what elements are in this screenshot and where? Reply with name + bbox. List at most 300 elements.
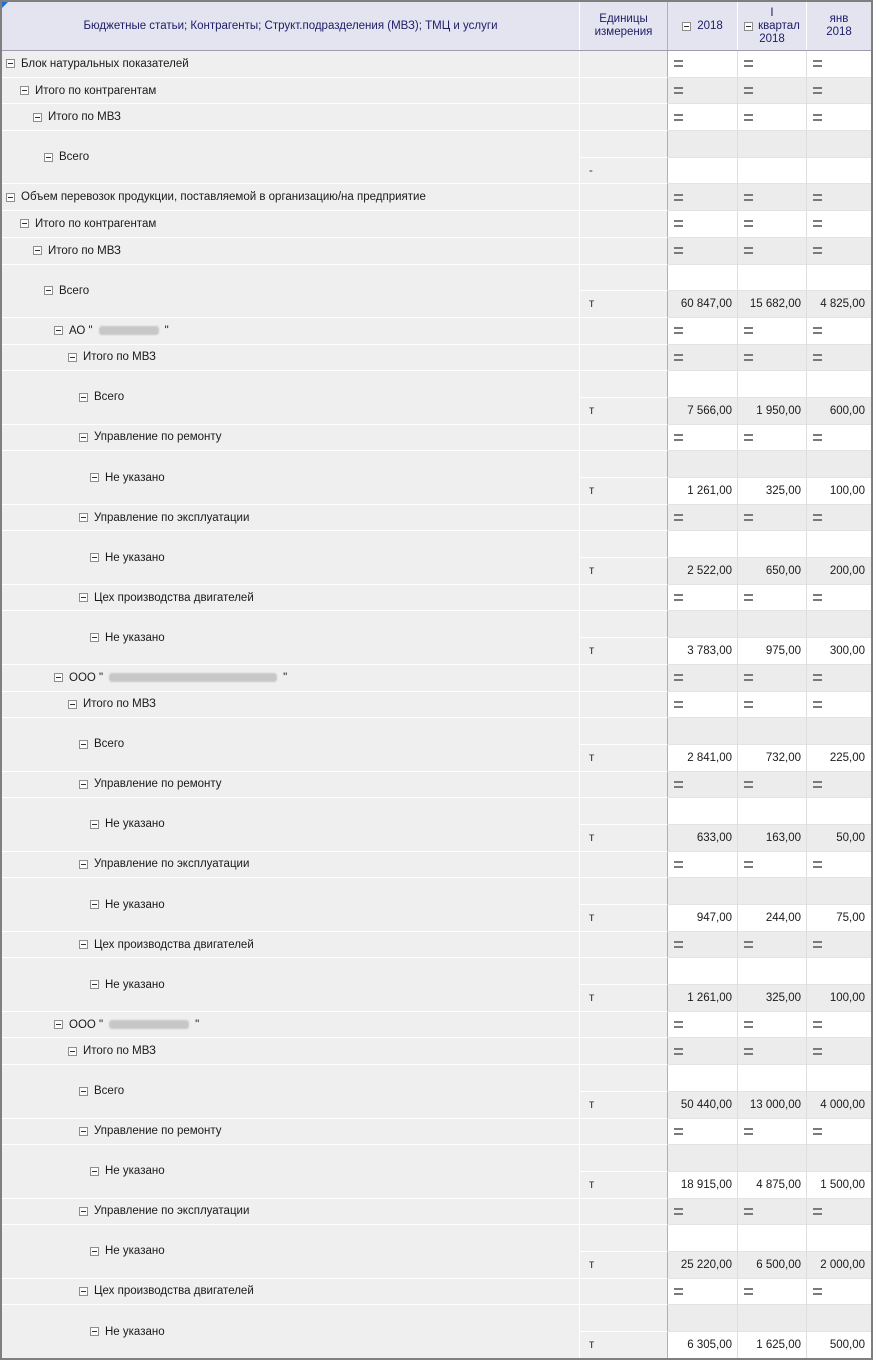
data-cell — [737, 104, 807, 131]
row-label: Управление по ремонту — [94, 1125, 222, 1138]
value-cell[interactable]: 4 875,00 — [737, 1172, 807, 1199]
collapse-icon[interactable] — [54, 673, 63, 682]
drilldown-icon[interactable] — [813, 327, 822, 334]
drilldown-icon[interactable] — [744, 701, 753, 708]
data-cell — [737, 692, 807, 719]
row-label-cell[interactable] — [2, 1199, 580, 1226]
data-cell — [737, 505, 807, 532]
table-row — [2, 318, 871, 345]
header-month-year: 2018 — [826, 26, 852, 38]
units-cell: т — [580, 1172, 668, 1199]
row-label: Всего — [94, 1085, 125, 1098]
table-row — [2, 878, 871, 931]
collapse-icon[interactable] — [44, 286, 53, 295]
collapse-icon[interactable] — [90, 633, 99, 642]
drilldown-icon[interactable] — [674, 434, 683, 441]
row-label-cell[interactable] — [2, 238, 580, 265]
data-cell — [737, 318, 807, 345]
value-cell[interactable]: 2 522,00 — [668, 558, 738, 585]
row-label-cell[interactable] — [2, 184, 580, 211]
collapse-icon[interactable] — [90, 473, 99, 482]
table-row — [2, 1279, 871, 1306]
value-cell[interactable]: 6 305,00 — [668, 1332, 738, 1359]
collapse-icon[interactable] — [79, 433, 88, 442]
data-cell — [737, 878, 807, 905]
value-cell[interactable]: 1 261,00 — [668, 478, 738, 505]
data-cell — [737, 932, 807, 959]
value-cell[interactable]: 50 440,00 — [668, 1092, 738, 1119]
row-label-suffix: " — [283, 671, 288, 684]
drilldown-icon[interactable] — [813, 1021, 822, 1028]
data-cell — [806, 878, 871, 905]
data-cell — [737, 1279, 807, 1306]
drilldown-icon[interactable] — [744, 594, 753, 601]
table-row — [2, 345, 871, 372]
row-label-cell[interactable] — [2, 531, 580, 584]
drilldown-icon[interactable] — [813, 247, 822, 254]
row-label-suffix: " — [164, 324, 169, 337]
collapse-icon[interactable] — [90, 1327, 99, 1336]
data-cell — [668, 958, 738, 985]
drilldown-icon[interactable] — [813, 220, 822, 227]
data-cell — [806, 104, 871, 131]
corner-selection-triangle — [0, 0, 10, 10]
drilldown-icon[interactable] — [744, 60, 753, 67]
drilldown-icon[interactable] — [674, 114, 683, 121]
row-label-cell[interactable] — [2, 1065, 580, 1118]
row-label: Блок натуральных показателей — [21, 57, 189, 70]
drilldown-icon[interactable] — [813, 1128, 822, 1135]
row-label-cell[interactable] — [2, 345, 580, 372]
units-cell: т — [580, 985, 668, 1012]
data-cell — [737, 665, 807, 692]
data-cell — [737, 451, 807, 478]
row-label: АО " — [69, 324, 93, 337]
drilldown-icon[interactable] — [674, 781, 683, 788]
value-cell[interactable]: 2 841,00 — [668, 745, 738, 772]
data-cell — [668, 265, 738, 292]
collapse-icon[interactable] — [90, 820, 99, 829]
data-cell — [737, 425, 807, 452]
data-cell — [668, 932, 738, 959]
units-cell — [580, 798, 668, 825]
collapse-icon[interactable] — [79, 1287, 88, 1296]
collapse-icon[interactable] — [90, 553, 99, 562]
drilldown-icon[interactable] — [674, 1128, 683, 1135]
data-cell — [737, 798, 807, 825]
value-cell[interactable]: 633,00 — [668, 825, 738, 852]
value-cell[interactable]: 947,00 — [668, 905, 738, 932]
drilldown-icon[interactable] — [744, 1048, 753, 1055]
row-label: Всего — [94, 738, 125, 751]
row-label: Всего — [59, 151, 90, 164]
row-label-cell[interactable] — [2, 505, 580, 532]
drilldown-icon[interactable] — [674, 1288, 683, 1295]
drilldown-icon[interactable] — [674, 1021, 683, 1028]
table-row — [2, 798, 871, 851]
units-cell — [580, 958, 668, 985]
drilldown-icon[interactable] — [674, 327, 683, 334]
row-label: Не указано — [105, 898, 165, 911]
value-cell[interactable]: 3 783,00 — [668, 638, 738, 665]
data-cell — [737, 852, 807, 879]
value-cell[interactable]: 200,00 — [806, 558, 871, 585]
row-label-cell[interactable] — [2, 1279, 580, 1306]
drilldown-icon[interactable] — [674, 87, 683, 94]
drilldown-icon[interactable] — [674, 1208, 683, 1215]
drilldown-icon[interactable] — [744, 861, 753, 868]
collapse-icon[interactable] — [682, 22, 691, 31]
value-cell[interactable]: 1 950,00 — [737, 398, 807, 425]
units-cell — [580, 78, 668, 105]
data-cell — [737, 184, 807, 211]
data-cell — [668, 1279, 738, 1306]
drilldown-icon[interactable] — [744, 87, 753, 94]
drilldown-icon[interactable] — [813, 514, 822, 521]
collapse-icon[interactable] — [90, 980, 99, 989]
collapse-icon[interactable] — [6, 193, 15, 202]
data-cell — [806, 1305, 871, 1332]
collapse-icon[interactable] — [90, 900, 99, 909]
units-cell — [580, 371, 668, 398]
row-label-cell[interactable] — [2, 1305, 580, 1358]
drilldown-icon[interactable] — [813, 701, 822, 708]
drilldown-icon[interactable] — [674, 1048, 683, 1055]
collapse-icon[interactable] — [79, 860, 88, 869]
data-cell — [737, 131, 807, 158]
collapse-icon[interactable] — [79, 1127, 88, 1136]
units-cell: т — [580, 478, 668, 505]
value-cell[interactable]: 300,00 — [806, 638, 871, 665]
drilldown-icon[interactable] — [744, 1208, 753, 1215]
units-cell: т — [580, 1092, 668, 1119]
collapse-icon[interactable] — [44, 153, 53, 162]
drilldown-icon[interactable] — [744, 781, 753, 788]
value-cell[interactable]: 975,00 — [737, 638, 807, 665]
data-cell — [668, 718, 738, 745]
value-cell[interactable]: 500,00 — [806, 1332, 871, 1359]
data-cell — [668, 852, 738, 879]
units-cell: т — [580, 1332, 668, 1359]
row-label-cell[interactable] — [2, 1038, 580, 1065]
row-label-cell[interactable] — [2, 798, 580, 851]
drilldown-icon[interactable] — [813, 781, 822, 788]
table-row — [2, 1038, 871, 1065]
row-label: Не указано — [105, 1165, 165, 1178]
row-label-cell[interactable] — [2, 265, 580, 318]
collapse-icon[interactable] — [79, 740, 88, 749]
table-row — [2, 104, 871, 131]
drilldown-icon[interactable] — [744, 114, 753, 121]
drilldown-icon[interactable] — [744, 674, 753, 681]
value-cell[interactable]: 6 500,00 — [737, 1252, 807, 1279]
table-row — [2, 1065, 871, 1118]
units-cell — [580, 1225, 668, 1252]
value-cell[interactable]: 4 825,00 — [806, 291, 871, 318]
data-cell — [737, 1305, 807, 1332]
collapse-icon[interactable] — [744, 22, 753, 31]
units-cell — [580, 1065, 668, 1092]
collapse-icon[interactable] — [54, 326, 63, 335]
row-label: Итого по МВЗ — [83, 351, 156, 364]
drilldown-icon[interactable] — [674, 60, 683, 67]
drilldown-icon[interactable] — [674, 514, 683, 521]
value-cell[interactable]: 18 915,00 — [668, 1172, 738, 1199]
drilldown-icon[interactable] — [744, 1128, 753, 1135]
row-label-cell[interactable] — [2, 318, 580, 345]
data-cell — [806, 665, 871, 692]
units-cell — [580, 51, 668, 78]
collapse-icon[interactable] — [90, 1247, 99, 1256]
drilldown-icon[interactable] — [674, 674, 683, 681]
row-label-cell[interactable] — [2, 78, 580, 105]
drilldown-icon[interactable] — [744, 941, 753, 948]
collapse-icon[interactable] — [54, 1020, 63, 1029]
value-cell[interactable]: 7 566,00 — [668, 398, 738, 425]
value-cell[interactable]: 15 682,00 — [737, 291, 807, 318]
header-quarter-label: квартал — [758, 19, 800, 32]
value-cell[interactable]: 650,00 — [737, 558, 807, 585]
units-cell: т — [580, 291, 668, 318]
collapse-icon[interactable] — [79, 780, 88, 789]
drilldown-icon[interactable] — [674, 247, 683, 254]
value-cell[interactable]: 100,00 — [806, 985, 871, 1012]
collapse-icon[interactable] — [90, 1167, 99, 1176]
row-label: Управление по эксплуатации — [94, 858, 250, 871]
value-cell[interactable]: 2 000,00 — [806, 1252, 871, 1279]
data-cell — [668, 318, 738, 345]
data-cell — [806, 1279, 871, 1306]
value-cell[interactable]: 325,00 — [737, 985, 807, 1012]
drilldown-icon[interactable] — [744, 434, 753, 441]
value-cell[interactable]: 325,00 — [737, 478, 807, 505]
row-label-cell[interactable] — [2, 425, 580, 452]
units-cell — [580, 318, 668, 345]
value-cell[interactable]: 60 847,00 — [668, 291, 738, 318]
row-label: Объем перевозок продукции, поставляемой в организацию/на предприятие — [21, 191, 426, 204]
row-label-cell[interactable] — [2, 1012, 580, 1039]
value-cell[interactable]: 1 500,00 — [806, 1172, 871, 1199]
row-label-cell[interactable] — [2, 958, 580, 1011]
row-label-cell[interactable] — [2, 611, 580, 664]
value-cell[interactable]: 600,00 — [806, 398, 871, 425]
data-cell — [806, 718, 871, 745]
value-cell[interactable] — [806, 158, 871, 185]
drilldown-icon[interactable] — [744, 194, 753, 201]
data-cell — [806, 425, 871, 452]
data-cell — [668, 531, 738, 558]
drilldown-icon[interactable] — [744, 327, 753, 334]
units-cell — [580, 104, 668, 131]
drilldown-icon[interactable] — [813, 941, 822, 948]
data-cell — [668, 665, 738, 692]
collapse-icon[interactable] — [79, 940, 88, 949]
table-body — [2, 51, 871, 1359]
collapse-icon[interactable] — [68, 1047, 77, 1056]
row-label: Управление по эксплуатации — [94, 511, 250, 524]
data-cell — [737, 585, 807, 612]
value-cell[interactable]: 244,00 — [737, 905, 807, 932]
row-label: Не указано — [105, 978, 165, 991]
drilldown-icon[interactable] — [674, 701, 683, 708]
row-label-cell[interactable] — [2, 371, 580, 424]
units-cell — [580, 345, 668, 372]
units-cell — [580, 1119, 668, 1146]
row-label-suffix: " — [195, 1018, 200, 1031]
value-cell[interactable]: 50,00 — [806, 825, 871, 852]
drilldown-icon[interactable] — [674, 194, 683, 201]
row-label-cell[interactable] — [2, 1145, 580, 1198]
row-label-cell[interactable] — [2, 104, 580, 131]
value-cell[interactable]: 732,00 — [737, 745, 807, 772]
data-cell — [668, 1145, 738, 1172]
row-label-cell[interactable] — [2, 932, 580, 959]
value-cell[interactable] — [668, 158, 738, 185]
drilldown-icon[interactable] — [813, 1208, 822, 1215]
drilldown-icon[interactable] — [744, 514, 753, 521]
drilldown-icon[interactable] — [744, 1021, 753, 1028]
drilldown-icon[interactable] — [813, 60, 822, 67]
row-label-cell[interactable] — [2, 1119, 580, 1146]
drilldown-icon[interactable] — [813, 594, 822, 601]
row-label: Не указано — [105, 471, 165, 484]
row-label-cell[interactable] — [2, 772, 580, 799]
collapse-icon[interactable] — [68, 353, 77, 362]
drilldown-icon[interactable] — [744, 1288, 753, 1295]
collapse-icon[interactable] — [79, 1207, 88, 1216]
row-label: ООО " — [69, 671, 104, 684]
data-cell — [668, 505, 738, 532]
row-label: Цех производства двигателей — [94, 1285, 254, 1298]
data-cell — [806, 51, 871, 78]
drilldown-icon[interactable] — [744, 247, 753, 254]
row-label-cell[interactable] — [2, 211, 580, 238]
row-label: Не указано — [105, 551, 165, 564]
units-cell — [580, 852, 668, 879]
table-row — [2, 692, 871, 719]
data-cell — [806, 1065, 871, 1092]
row-label-cell[interactable] — [2, 51, 580, 78]
collapse-icon[interactable] — [79, 393, 88, 402]
table-row — [2, 238, 871, 265]
data-cell — [737, 1145, 807, 1172]
collapse-icon[interactable] — [20, 86, 29, 95]
row-label-cell[interactable] — [2, 852, 580, 879]
value-cell[interactable]: 13 000,00 — [737, 1092, 807, 1119]
drilldown-icon[interactable] — [813, 114, 822, 121]
data-cell — [668, 1012, 738, 1039]
row-label-cell[interactable] — [2, 131, 580, 184]
data-cell — [737, 1038, 807, 1065]
data-cell — [737, 531, 807, 558]
collapse-icon[interactable] — [79, 593, 88, 602]
data-cell — [806, 318, 871, 345]
table-row — [2, 1305, 871, 1358]
units-cell — [580, 531, 668, 558]
data-cell — [668, 371, 738, 398]
data-cell — [668, 611, 738, 638]
value-cell[interactable]: 1 625,00 — [737, 1332, 807, 1359]
collapse-icon[interactable] — [79, 513, 88, 522]
drilldown-icon[interactable] — [813, 1048, 822, 1055]
collapse-icon[interactable] — [6, 59, 15, 68]
table-row — [2, 211, 871, 238]
data-cell — [668, 1065, 738, 1092]
drilldown-icon[interactable] — [674, 594, 683, 601]
redacted-text — [109, 673, 277, 682]
row-label: Цех производства двигателей — [94, 938, 254, 951]
data-cell — [806, 692, 871, 719]
value-cell[interactable]: 225,00 — [806, 745, 871, 772]
data-cell — [806, 345, 871, 372]
units-cell — [580, 265, 668, 292]
data-cell — [737, 1199, 807, 1226]
drilldown-icon[interactable] — [813, 354, 822, 361]
collapse-icon[interactable] — [33, 113, 42, 122]
value-cell[interactable]: 100,00 — [806, 478, 871, 505]
drilldown-icon[interactable] — [674, 861, 683, 868]
drilldown-icon[interactable] — [744, 354, 753, 361]
value-cell[interactable]: 1 261,00 — [668, 985, 738, 1012]
table-row — [2, 1119, 871, 1146]
value-cell[interactable] — [737, 158, 807, 185]
data-cell — [668, 78, 738, 105]
row-label-cell[interactable] — [2, 585, 580, 612]
drilldown-icon[interactable] — [744, 220, 753, 227]
drilldown-icon[interactable] — [813, 194, 822, 201]
value-cell[interactable]: 25 220,00 — [668, 1252, 738, 1279]
drilldown-icon[interactable] — [813, 861, 822, 868]
row-label-cell[interactable] — [2, 718, 580, 771]
drilldown-icon[interactable] — [674, 941, 683, 948]
drilldown-icon[interactable] — [813, 674, 822, 681]
data-cell — [806, 531, 871, 558]
row-label-cell[interactable] — [2, 1225, 580, 1278]
value-cell[interactable]: 163,00 — [737, 825, 807, 852]
drilldown-icon[interactable] — [813, 434, 822, 441]
collapse-icon[interactable] — [33, 246, 42, 255]
drilldown-icon[interactable] — [813, 1288, 822, 1295]
table-row — [2, 1012, 871, 1039]
data-cell — [668, 1225, 738, 1252]
drilldown-icon[interactable] — [813, 87, 822, 94]
row-label-cell[interactable] — [2, 451, 580, 504]
header-units: Единицы измерения — [580, 2, 668, 50]
value-cell[interactable]: 75,00 — [806, 905, 871, 932]
row-label-cell[interactable] — [2, 878, 580, 931]
row-label: Не указано — [105, 631, 165, 644]
collapse-icon[interactable] — [79, 1087, 88, 1096]
data-cell — [668, 1199, 738, 1226]
drilldown-icon[interactable] — [674, 220, 683, 227]
collapse-icon[interactable] — [20, 219, 29, 228]
data-cell — [806, 932, 871, 959]
table-row — [2, 505, 871, 532]
units-cell: т — [580, 825, 668, 852]
data-cell — [806, 852, 871, 879]
data-cell — [806, 585, 871, 612]
collapse-icon[interactable] — [68, 700, 77, 709]
data-cell — [737, 345, 807, 372]
row-label-cell[interactable] — [2, 692, 580, 719]
table-row — [2, 1145, 871, 1198]
table-row — [2, 665, 871, 692]
value-cell[interactable]: 4 000,00 — [806, 1092, 871, 1119]
row-label-cell[interactable] — [2, 665, 580, 692]
data-cell — [737, 51, 807, 78]
data-cell — [806, 772, 871, 799]
drilldown-icon[interactable] — [674, 354, 683, 361]
